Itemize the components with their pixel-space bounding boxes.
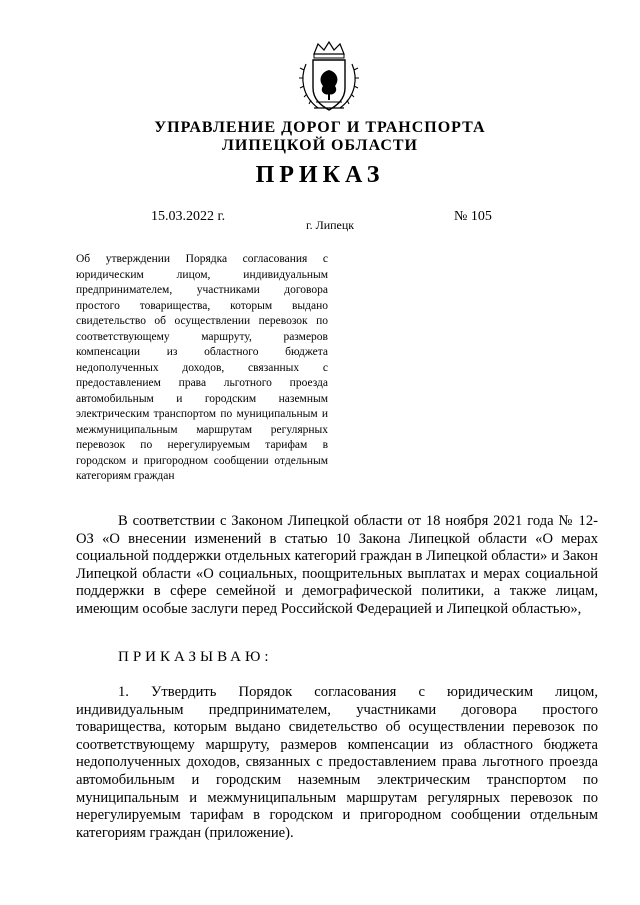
coat-of-arms-icon	[296, 40, 362, 114]
order-word: ПРИКАЗЫВАЮ:	[118, 649, 273, 665]
document-date: 15.03.2022 г.	[151, 209, 226, 224]
document-type-title: ПРИКАЗ	[255, 162, 385, 188]
document-city: г. Липецк	[306, 218, 355, 232]
preamble-paragraph: В соответствии с Законом Липецкой области от 18 ноября 2021 года № 12-ОЗ «О внесении изменений в статью 10 Закона Липецкой области «О мерах социальной поддержки отдельных категорий граждан в Липецкой области» и Закон Липецкой области «О социальных, поощрительных выплатах и мерах социальной поддержки в сфере семейной и демографической политики, а также лицам, имеющим особые заслуги перед Российской Федерацией и Липецкой областью»,	[76, 513, 598, 617]
organization-name-line2: ЛИПЕЦКОЙ ОБЛАСТИ	[222, 137, 418, 154]
order-item-1: 1. Утвердить Порядок согласования с юридическим лицом, индивидуальным предпринимателем, участниками договора простого товарищества, которым выдано свидетельство об осуществлении перевозок по соответствующему маршруту, размеров компенсации из областного бюджета недополученных доходов, связанных с предоставлением права льготного проезда автомобильным и городским наземным электрическим транспортом по муниципальным и межмуниципальным маршрутам регулярных перевозок по нерегулируемым тарифам в городском и пригородном сообщении отдельным категориям граждан (приложение).	[76, 684, 598, 841]
organization-name-line1: УПРАВЛЕНИЕ ДОРОГ И ТРАНСПОРТА	[154, 119, 486, 136]
document-number: № 105	[454, 209, 492, 224]
document-subject: Об утверждении Порядка согласования с юридическим лицом, индивидуальным предпринимателем, участниками договора простого товарищества, которым выдано свидетельство об осуществлении перевозок по соответствующему маршруту, размеров компенсации из областного бюджета недополученных доходов, связанных с предоставлением права льготного проезда автомобильным и городским наземным электрическим транспортом по муниципальным и межмуниципальным маршрутам регулярных перевозок по нерегулируемым тарифам в городском и пригородном сообщении отдельным категориям граждан	[76, 253, 328, 482]
